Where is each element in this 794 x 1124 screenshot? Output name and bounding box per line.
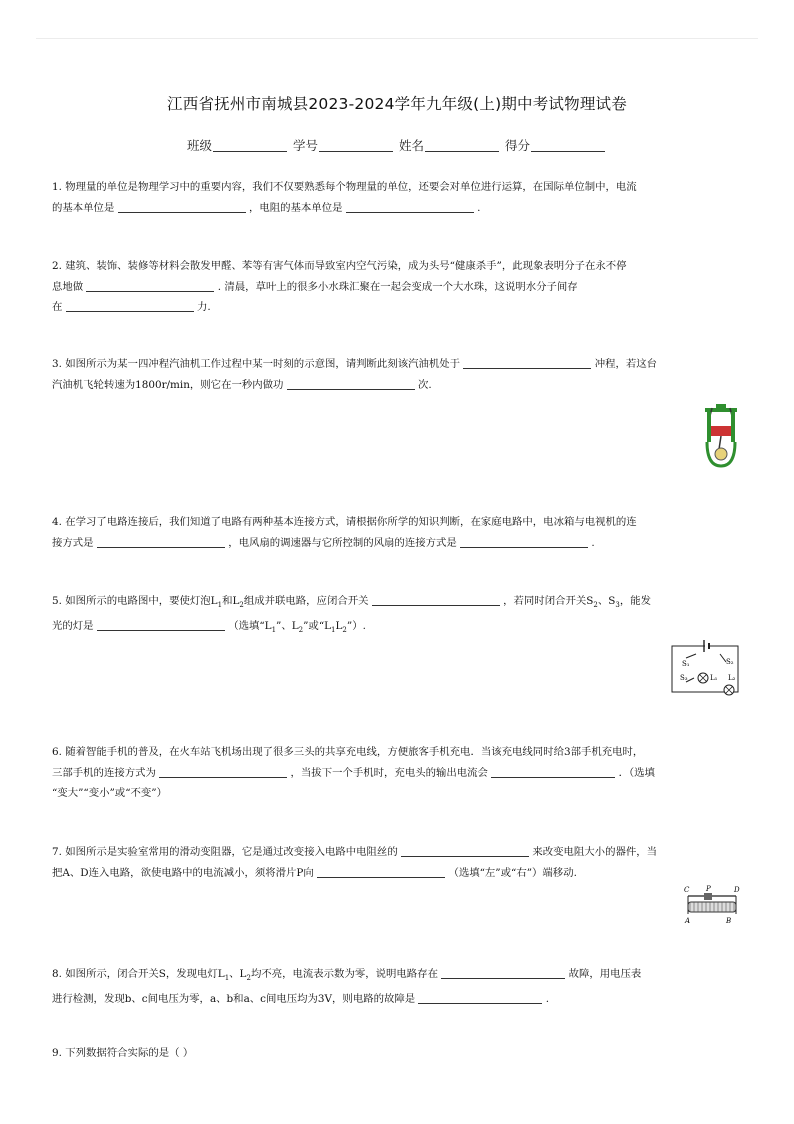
question-3 [52,354,742,395]
q6-text-a: 三部手机的连接方式为 [52,766,156,779]
q5-sub-4: 3 [615,601,620,610]
q7-blank-1[interactable] [401,845,529,857]
q5-sub-2: 2 [239,601,244,610]
page-title: 江西省抚州市南城县2023-2024学年九年级(上)期中考试物理试卷 [167,95,627,113]
q1-line-2 [52,198,742,219]
q4-text-b: ，电风扇的调速器与它所控制的风扇的连接方式是 [228,536,457,549]
engine-cylinder-figure [702,404,740,468]
student-id-label: 学号 [292,138,318,153]
q3-blank-2[interactable] [287,378,415,390]
q5-text-b: 和L [222,595,240,607]
q5-sub-6: 2 [298,625,304,634]
question-4 [52,512,742,553]
q5-text-f: ，能发 [619,595,652,607]
q3-text-c: 汽油机飞轮转速为1800r/min，则它在一秒内做功 [52,378,284,391]
q5-text-a: 5. 如图所示的电路图中，要使灯泡L [52,595,218,607]
q5-text-h: （选填“L [228,619,272,632]
q1-text-c: . [477,201,481,214]
q7-text-b: 来改变电阻大小的器件，当 [532,846,658,858]
q6-blank-1[interactable] [159,766,287,778]
q2-text-d: 力. [197,301,211,313]
student-info-line [0,136,794,154]
q6-line-2 [52,763,742,784]
q5-sub-8: 2 [342,625,347,634]
lamp-l1-label: L₁ [710,674,718,682]
q1-blank-2[interactable] [346,201,474,213]
q6-blank-2[interactable] [491,766,615,778]
q5-blank-1[interactable] [372,594,500,606]
q4-text-c: . [591,536,595,549]
q7-text-a: 7. 如图所示是实验室常用的滑动变阻器，它是通过改变接入电路中电阻丝的 [52,846,398,858]
q8-sub-2: 2 [246,974,251,983]
q5-sub-3: 2 [593,601,598,610]
q8-text-c: 均不亮，电流表示数为零，说明电路存在 [250,968,438,980]
question-7 [52,842,742,883]
q2-line-1: 2. 建筑、装饰、装修等材料会散发甲醛、苯等有害气体而导致室内空气污染，成为头号“健康杀手”，此现象表明分子在永不停 [52,260,627,272]
question-8 [52,964,742,1009]
q1-text-a: 的基本单位是 [52,201,115,214]
q5-text-j: ”或“L [303,619,332,632]
parallel-circuit-figure [668,636,742,698]
q5-text-g: 光的灯是 [52,619,94,632]
class-label: 班级 [186,138,212,153]
question-6 [52,742,742,804]
question-5 [52,591,742,640]
q7-line-1 [52,842,742,863]
q3-text-d: 次. [418,378,432,391]
q3-line-1 [52,354,742,375]
lamp-l2-label: L₂ [728,674,736,682]
q5-line-2 [52,616,742,641]
q1-text-b: ，电阻的基本单位是 [248,201,343,214]
switch-s1-label: S₁ [682,660,690,668]
q5-text-l: ”）. [346,619,366,632]
q5-sub-5: 1 [271,625,277,634]
q8-text-a: 8. 如图所示，闭合开关S，发现电灯L [52,968,225,980]
q2-line-2 [52,277,742,298]
q2-text-b: . 清晨，草叶上的很多小水珠汇聚在一起会变成一个大水珠，这说明水分子间存 [217,280,578,293]
q8-text-f: . [545,992,550,1005]
q5-text-i: ”、L [276,619,299,632]
q8-line-2 [52,989,742,1010]
q6-text-b: ，当拔下一个手机时，充电头的输出电流会 [290,766,488,779]
score-blank[interactable] [531,140,605,152]
q8-text-b: 、L [229,968,247,980]
q6-text-c: ．（选填 [618,766,655,779]
q8-text-d: 故障，用电压表 [568,968,642,980]
q9-line-1: 9. 下列数据符合实际的是（ ） [52,1047,194,1059]
score-label: 得分 [504,138,530,153]
q4-line-1: 4. 在学习了电路连接后，我们知道了电路有两种基本连接方式，请根据你所学的知识判断，在家庭电路中，电冰箱与电视机的连 [52,516,637,528]
question-2 [52,256,742,318]
name-blank[interactable] [425,140,499,152]
q3-line-2 [52,375,742,396]
switch-s2-label: S₂ [726,658,734,666]
q8-text-e: 进行检测，发现b、c间电压为零，a、b和a、c间电压均为3V，则电路的故障是 [52,992,416,1005]
header-divider [36,38,758,39]
terminal-c-label: C [684,886,690,894]
q5-text-c: 组成并联电路，应闭合开关 [243,595,369,607]
question-9 [52,1043,742,1064]
q7-blank-2[interactable] [317,866,445,878]
name-label: 姓名 [398,138,424,153]
q8-blank-1[interactable] [441,967,565,979]
class-blank[interactable] [213,140,287,152]
q2-text-a: 息地做 [52,280,84,293]
q2-line-3 [52,297,742,318]
q2-blank-1[interactable] [86,280,214,292]
q4-line-2 [52,533,742,554]
q3-blank-1[interactable] [463,357,591,369]
question-1 [52,177,742,218]
terminal-d-label: D [734,886,740,894]
q8-blank-2[interactable] [418,992,542,1004]
q6-line-1: 6. 随着智能手机的普及，在火车站飞机场出现了很多三头的共享充电线，方便旅客手机充电．当该充电线同时给3部手机充电时， [52,746,644,758]
q4-text-a: 接方式是 [52,536,94,549]
q4-blank-1[interactable] [97,536,225,548]
q3-text-b: 冲程，若这台 [594,358,658,370]
student-id-blank[interactable] [319,140,393,152]
q2-text-c: 在 [52,301,63,313]
q8-line-1 [52,964,742,989]
q5-line-1 [52,591,742,616]
q5-blank-2[interactable] [97,619,225,631]
sliding-rheostat-figure [682,884,742,926]
q1-line-1: 1. 物理量的单位是物理学习中的重要内容，我们不仅要熟悉每个物理量的单位，还要会对单位进行运算，在国际单位制中，电流 [52,181,637,193]
q1-blank-1[interactable] [118,201,246,213]
terminal-b-label: B [726,917,732,925]
q7-line-2 [52,863,742,884]
q2-blank-2[interactable] [66,300,194,312]
q5-text-e: 、S [597,595,616,607]
q6-line-3: “变大”“变小”或“不变”） [52,787,167,799]
q4-blank-2[interactable] [460,536,588,548]
terminal-a-label: A [685,917,691,925]
q7-text-c: 把A、D连入电路，欲使电路中的电流减小，须将滑片P向 [52,866,314,879]
q5-sub-7: 1 [331,625,336,634]
q5-text-k: L [335,619,343,632]
q8-sub-1: 1 [224,974,230,983]
switch-s3-label: S₃ [680,674,688,682]
q7-text-d: （选填“左”或“右”）端移动. [448,866,577,879]
q5-sub-1: 1 [217,601,223,610]
q3-text-a: 3. 如图所示为某一四冲程汽油机工作过程中某一时刻的示意图，请判断此刻该汽油机处于 [52,358,461,370]
q5-text-d: ，若同时闭合开关S [503,595,594,607]
slider-p-label: P [706,885,711,893]
